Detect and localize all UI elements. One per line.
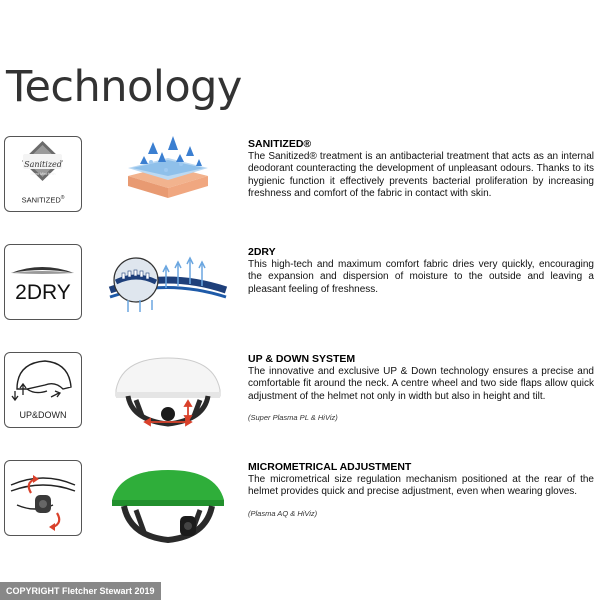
sanitized-badge-text: SANITIZED <box>21 195 61 205</box>
feature-description: The micrometrical size regulation mechanism positioned at the rear of the helmet provides quick and precise adjustment, even when wearing gloves. <box>248 474 594 498</box>
feature-note: (Plasma AQ & HiViz) <box>248 508 318 518</box>
feature-title: SANITIZED® <box>248 138 312 150</box>
registered-mark: ® <box>60 195 65 201</box>
micrometrical-badge <box>4 460 82 536</box>
moisture-dispersion-icon <box>106 250 228 320</box>
sanitized-badge-label <box>5 195 81 205</box>
up-down-badge-text: UP&DOWN <box>19 410 67 420</box>
antibacterial-fabric-icon <box>118 132 218 216</box>
feature-title: UP & DOWN SYSTEM <box>248 353 356 365</box>
antibacterial-fabric-picture <box>118 132 218 216</box>
2dry-badge-text: 2DRY <box>15 281 71 304</box>
sanitized-logo-subtext: Micro Mint fresh <box>30 172 56 176</box>
sanitized-logo-text: Sanitized <box>24 160 62 169</box>
up-down-text <box>248 353 594 422</box>
up-down-badge-icon <box>5 355 80 405</box>
sanitized-badge <box>4 136 82 212</box>
micrometrical-text <box>248 461 594 518</box>
feature-title: MICROMETRICAL ADJUSTMENT <box>248 461 412 473</box>
up-down-badge <box>4 352 82 428</box>
feature-description: The innovative and exclusive UP & Down technology ensures a precise and comfortable fit around the neck. A centre wheel and two side flaps allow quick adjustment of the helmet not only in width but also in height and tilt. <box>248 366 594 402</box>
copyright-banner: COPYRIGHT Fletcher Stewart 2019 <box>0 582 161 600</box>
helmet-rear-green-picture <box>110 470 226 544</box>
helmet-rear-white-picture <box>112 356 224 428</box>
page-title: Technology <box>6 62 242 112</box>
moisture-dispersion-picture <box>106 250 228 320</box>
helmet-rear-green-icon <box>110 470 226 544</box>
feature-title: 2DRY <box>248 246 276 258</box>
feature-note: (Super Plasma PL & HiViz) <box>248 413 338 423</box>
sanitized-text <box>248 138 594 201</box>
feature-description: The Sanitized® treatment is an antibacterial treatment that acts as an internal deodorant counteracting the development of unpleasant odours. Thanks to its hygienic function it effectively prevents bacterial proliferation by increasing freshness and comfort of the fabric in contact with skin. <box>248 151 594 200</box>
feature-description: This high-tech and maximum comfort fabric dries very quickly, encouraging the expansion and dispersion of moisture to the outside and leaving a pleasant feeling of freshness. <box>248 259 594 295</box>
micrometrical-badge-icon <box>5 461 80 535</box>
helmet-rear-white-icon <box>112 356 224 428</box>
2dry-badge <box>4 244 82 320</box>
2dry-text <box>248 246 594 296</box>
